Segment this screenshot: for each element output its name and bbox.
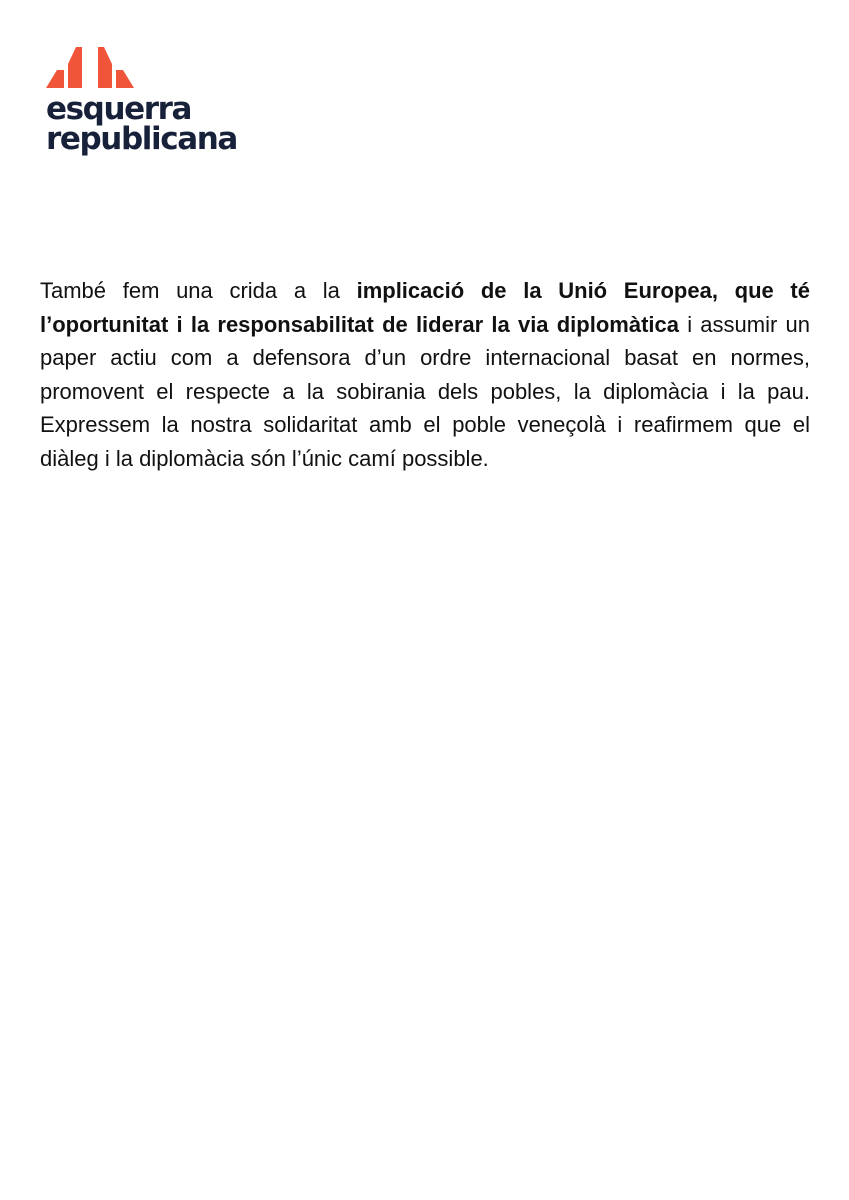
statement-lead: També fem una crida a la <box>40 278 357 303</box>
erc-stripes-icon <box>46 44 136 90</box>
logo-wordmark-line2: republicana <box>46 121 237 157</box>
logo-wordmark-line1: esquerra <box>46 91 192 127</box>
party-logo <box>46 44 246 159</box>
statement-emphasis: implicació de la Unió Europea, que té l’oportunitat i la responsabilitat de liderar la via diplomàtica <box>40 278 810 337</box>
statement-paragraph <box>40 274 810 475</box>
statement-rest: i assumir un paper actiu com a defensora d’un ordre internacional basat en normes, promovent el respecte a la sobirania dels pobles, la diplomàcia i la pau. Expressem la nostra solidaritat amb el poble veneçolà i reafirmem que el diàleg i la diplomàcia són l’únic camí possible. <box>40 311 810 471</box>
